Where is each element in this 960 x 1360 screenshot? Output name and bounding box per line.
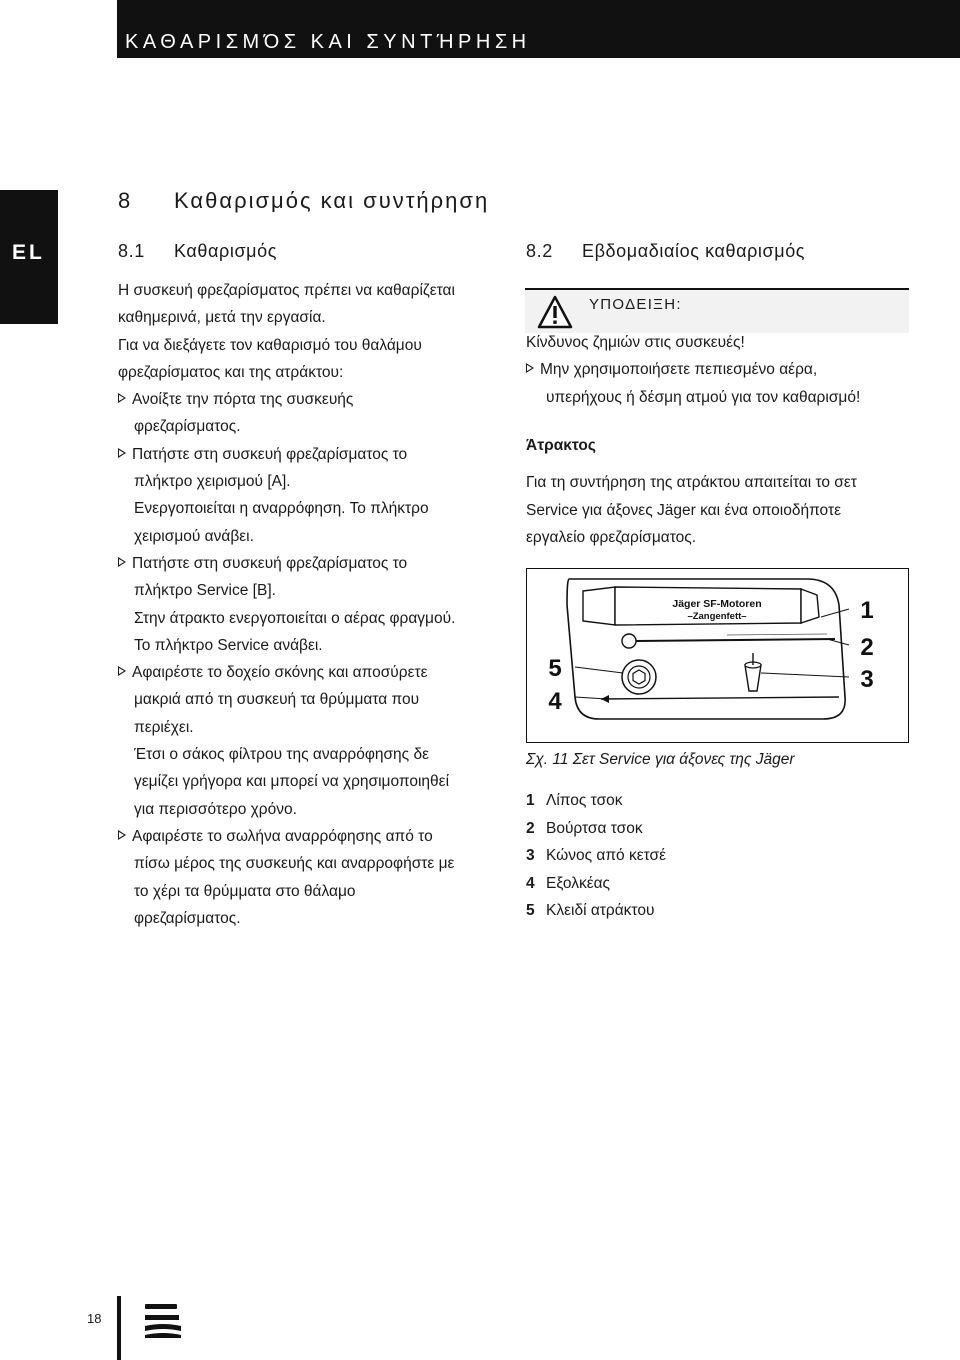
notice-box-header [525,288,909,333]
language-tab-label: EL [12,241,45,264]
callout-4: 4 [548,688,562,715]
step-result-line: για περισσότερο χρόνο. [134,800,297,818]
body-line: Για τη συντήρηση της ατράκτου απαιτείται το σετ [526,474,857,491]
service-kit-illustration [527,569,907,741]
step-line: φρεζαρίσματος. [134,418,241,436]
section-8-2-number: 8.2 [526,241,553,261]
step-triangle-icon [118,557,126,567]
step-line: πλήκτρο Service [B]. [134,582,276,600]
step-line: πλήκτρο χειρισμού [A]. [134,473,291,491]
parts-list-item: 4 Εξολκέας [526,874,611,892]
parts-list-item: 1 Λίπος τσοκ [526,792,623,809]
chapter-title: Καθαρισμός και συντήρηση [174,188,490,213]
step-line: το χέρι τα θρύμματα στο θάλαμο [134,882,356,900]
step-result-line: γεμίζει γρήγορα και μπορεί να χρησιμοποιηθεί [134,773,450,791]
language-tab [0,190,58,324]
warning-triangle-icon [537,295,573,329]
parts-list-item: 3 Κώνος από κετσέ [526,847,667,864]
step-line: Αφαιρέστε το δοχείο σκόνης και αποσύρετε [118,659,513,686]
step-triangle-icon [526,363,534,373]
step-result-line: Ενεργοποιείται η αναρρόφηση. Το πλήκτρο [134,500,429,518]
brand-logo-icon [145,1302,181,1338]
step-line: φρεζαρίσματος. [134,909,241,927]
page-header-title: ΚΑΘΑΡΙΣΜΌΣ ΚΑΙ ΣΥΝΤΉΡΗΣΗ [125,31,531,53]
figure-caption: Σχ. 11 Σετ Service για άξονες της Jäger [526,751,795,768]
service-kit-figure [526,568,909,743]
body-line: φρεζαρίσματος και της ατράκτου: [118,363,344,381]
parts-list-item: 2 Βούρτσα τσοκ [526,819,643,837]
body-line: καθημερινά, μετά την εργασία. [118,309,326,327]
section-8-1-number: 8.1 [118,241,145,261]
notice-label: ΥΠΟΔΕΙΞΗ: [589,296,682,313]
notice-step-line: υπερήχους ή δέσμη ατμού για τον καθαρισμό! [546,389,861,406]
page-header-bar [117,0,960,58]
body-line: Η συσκευή φρεζαρίσματος πρέπει να καθαρίζεται [118,282,455,299]
section-8-1-title: Καθαρισμός [174,241,278,261]
notice-heading: Κίνδυνος ζημιών στις συσκευές! [526,334,745,351]
section-8-2-heading [526,239,805,263]
parts-list-item: 5 Κλειδί ατράκτου [526,902,655,919]
step-result-line: χειρισμού ανάβει. [134,527,254,545]
notice-step-line: Μην χρησιμοποιήσετε πεπιεσμένο αέρα, [526,356,817,383]
body-line: εργαλείο φρεζαρίσματος. [526,529,697,546]
page-number: 18 [87,1311,102,1326]
step-line: Αφαιρέστε το σωλήνα αναρρόφησης από το [118,823,513,850]
section-8-2-title: Εβδομαδιαίος καθαρισμός [582,241,806,261]
step-result-line: Έτσι ο σάκος φίλτρου της αναρρόφησης δε [134,746,429,764]
tube-label-2: –Zangenfett– [687,611,747,622]
step-line: περιέχει. [134,718,194,736]
tube-label-1: Jäger SF-Motoren [672,598,762,610]
section-8-1-heading [118,239,277,263]
step-line: μακριά από τη συσκευή τα θρύμματα που [134,691,420,709]
body-line: Service για άξονες Jäger και ένα οποιοδήποτε [526,502,841,519]
step-line: Πατήστε στη συσκευή φρεζαρίσματος το [118,550,513,577]
step-result-line: Το πλήκτρο Service ανάβει. [134,636,323,654]
callout-5: 5 [548,655,562,682]
parts-list [526,787,666,925]
callout-3: 3 [860,666,874,693]
step-line: Πατήστε στη συσκευή φρεζαρίσματος το [118,441,513,468]
step-line: πίσω μέρος της συσκευής και αναρροφήστε με [134,855,455,873]
step-triangle-icon [118,666,126,676]
chapter-heading [118,187,489,215]
step-result-line: Στην άτρακτο ενεργοποιείται ο αέρας φραγμού. [134,609,456,627]
step-triangle-icon [118,393,126,403]
chapter-number: 8 [118,188,131,213]
callout-1: 1 [860,597,874,624]
body-line: Για να διεξάγετε τον καθαρισμό του θαλάμου [118,336,422,354]
spindle-subheading: Άτρακτος [526,437,596,454]
step-triangle-icon [118,830,126,840]
section-8-1-body [118,277,513,932]
step-line: Ανοίξτε την πόρτα της συσκευής [118,386,513,413]
step-triangle-icon [118,448,126,458]
footer-divider [117,1296,121,1360]
callout-2: 2 [860,634,874,661]
